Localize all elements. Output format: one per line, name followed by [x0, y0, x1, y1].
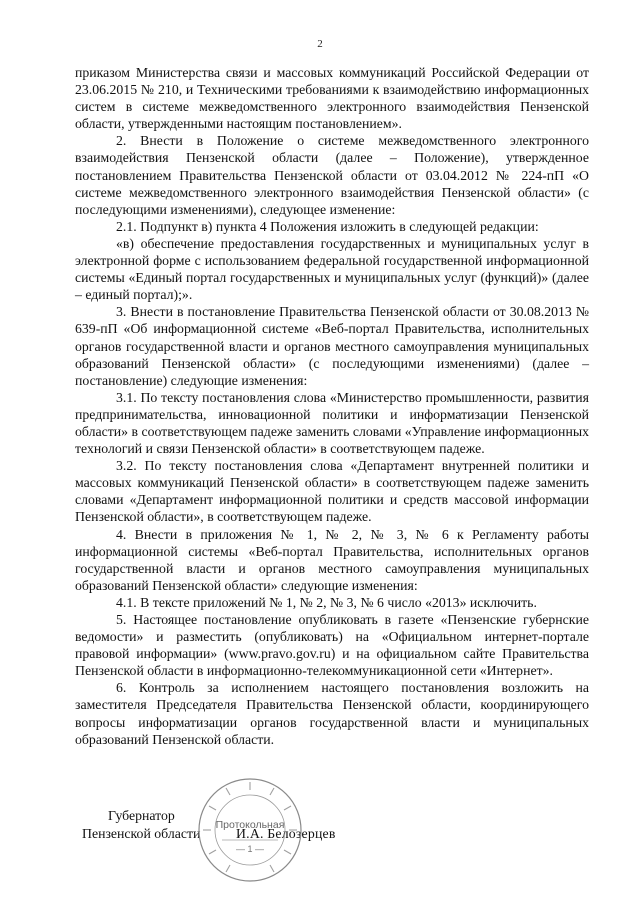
paragraph-6: 6. Контроль за исполнением настоящего постановления возложить на заместителя Председателя Правительства Пензенской области, координирующего вопросы информатизации органов государственной власти и муниципальных образований Пензенской области. — [75, 680, 589, 747]
stamp-center-text: Протокольная — [215, 819, 285, 831]
paragraph-4: 4. Внести в приложения № 1, № 2, № 3, № 6 к Регламенту работы информационной системы «Веб-портал Правительства, исполнительных органов государственной власти и органов местного самоуправления муниципальных образований Пензенской области» следующие изменения: — [75, 526, 589, 593]
paragraph-2-1-quote: «в) обеспечение предоставления государственных и муниципальных услуг в электронной форме с использованием федеральной государственной информационной системы «Единый портал государственных и муниципальных услуг (функций)» (далее – единый портал);». — [75, 235, 589, 303]
paragraph-5: 5. Настоящее постановление опубликовать в газете «Пензенские губернские ведомости» и разместить (опубликовать) на «Официальном интернет-портале правовой информации» (www.pravo.gov.ru) и на официальном сайте Правительства Пензенской области в информационно-телекоммуникационной сети «Интернет». — [75, 612, 589, 679]
signatory-title-line-1: Губернатор — [108, 808, 175, 823]
paragraph-3-1: 3.1. По тексту постановления слова «Министерство промышленности, развития предпринимательства, инновационной политики и информатизации Пензенской области» в соответствующем падеже заменить словами «Управление информационных технологий и связи Пензенской области» в соответствующем падеже. — [75, 389, 589, 457]
paragraph-1: приказом Министерства связи и массовых коммуникаций Российской Федерации от 23.06.2015 № 210, и Техническими требованиями к взаимодействию информационных систем в системе межведомственного электронного взаимодействия Пензенской области, утвержденными настоящим постановлением». — [75, 65, 589, 132]
paragraph-3-2: 3.2. По тексту постановления слова «Департамент внутренней политики и массовых коммуникаций Пензенской области» в соответствующем падеже заменить словами «Департамент информационной политики и средств массовой информации Пензенской области», в соответствующем падеже. — [75, 458, 589, 525]
signature-block — [0, 800, 640, 890]
paragraph-3: 3. Внести в постановление Правительства Пензенской области от 30.08.2013 № 639-пП «Об информационной системе «Веб-портал Правительства, исполнительных органов государственной власти и органов местного самоуправления муниципальных образований Пензенской области» (с последующими изменениями) (далее – постановление) следующие изменения: — [75, 304, 589, 388]
signatory-name: И.А. Белозерцев — [236, 826, 336, 841]
document-body — [75, 64, 589, 748]
official-stamp — [196, 776, 304, 884]
paragraph-2-1: 2.1. Подпункт в) пункта 4 Положения изложить в следующей редакции: — [116, 218, 539, 234]
stamp-number: — 1 — — [235, 844, 265, 854]
paragraph-2: 2. Внести в Положение о системе межведомственного электронного взаимодействия Пензенской области (далее – Положение), утвержденное постановлением Правительства Пензенской области от 03.04.2012 № 224-пП «О системе межведомственного электронного взаимодействия Пензенской области» (с последующими изменениями), следующее изменение: — [75, 133, 589, 217]
signatory-title-line-2: Пензенской области — [82, 826, 201, 841]
stamp-seal-icon — [196, 776, 304, 884]
paragraph-4-1: 4.1. В тексте приложений № 1, № 2, № 3, № 6 число «2013» исключить. — [116, 594, 537, 610]
page-number: 2 — [317, 38, 323, 50]
